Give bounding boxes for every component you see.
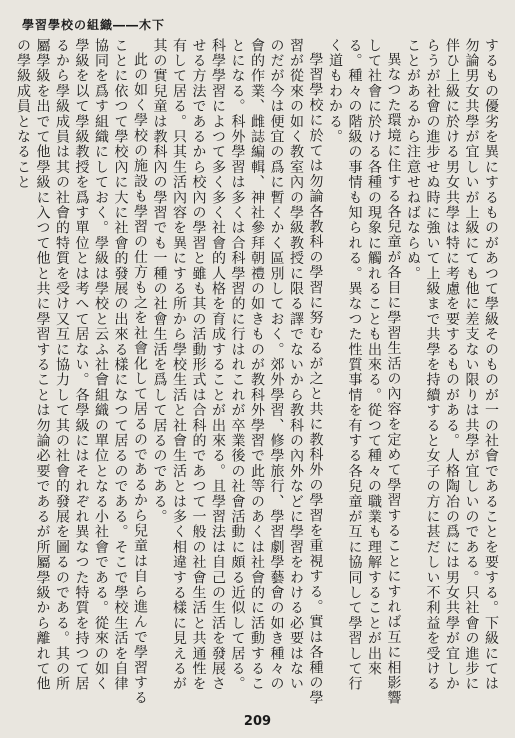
vertical-text-body <box>15 38 500 706</box>
paragraph: 異なつた環境に住する各兒童が各目に學習生活の內容を定めて學習することにすれば互に相影響して社會に於ける各種の現象に觸れることも出來る。從つて種々の職業も理解することが出來る。種々の階級の事情も知られる。異なつた性質事情を有する各兒童が互に協同して學習して行く道もわかる。 <box>327 38 402 706</box>
paragraph: 學習學校に於ては勿論各教科の學習に努むるが之と共に教科外の學習を重視する。實は各種の學習が從來の如く教室內の學級教授に限る譯でないから教科の內外などに學習をわける必要はないのだが今は便宜の爲に暫くかく區別しておく。郊外學習、修學旅行、學習劇學藝會の如き種々の會的作業、雌誌編輯、神社參拜朝禮の如きものが教科外學習で此等のあくは社會的に活動することになる。科外學習は多くは合科學習的に行はれこれが卒業後の社會活動に頗る近似して居る。科學學習によつて多く多く社會的人格を育成することが出來る。且學習法は自己の生活を發展させる方法であるから校內の學習と雖も其の活動形式は合科的であつて一般の社會生活と共通性を有して居る。只其生活內容を異にする所から學校生活と社會生活とは多く相違する樣に見えるが其の實兒童は教科內の學習でも一種の社會生活を爲して居るのである。 <box>151 38 324 706</box>
page-number: 209 <box>243 714 272 729</box>
paragraph: するもの優劣を異にするものがあつて學級そのものが一の社會であることを要する。下級にては勿論男女共學が宜しいが上級にても他に差支ない限りは共學が宜しいのである。只社會の進步に伴ひ上級に於ける男女共學は特に考慮を要するものがある。人格陶冶の爲には男女共學が宜しからうが社會の進步せぬ時に強いて上級まで共學を持續すると女子の方に甚だしい不利益を受けることがあるから注意せねばならぬ。 <box>405 38 499 692</box>
running-header: 學習學校の組織――木下 <box>22 18 166 32</box>
paragraph: 此の如く學校の施設も學習の仕方も之を社會化して居るのであるから兒童は自ら進んで學習することに依つて學校內に大に社會的發展の出來る樣になつて居るのである。そこで學校生活を自律協同を爲す組織にしておく。學級は學校と云ふ社會組織の單位となる小社會である。從來の如く學級を以て學級教授を爲す單位とは考へて居ない。各學級にはそれぞれ異なつた特質を持つて居るから學級成員は其の社會的特質を受け又互に協力して其の社會的發展を圖るのである。其の所屬學級を出でて他學級に入つて他と共に學習することは勿論必要であるが所屬學級から離れて他の學級成員となること <box>15 38 148 706</box>
